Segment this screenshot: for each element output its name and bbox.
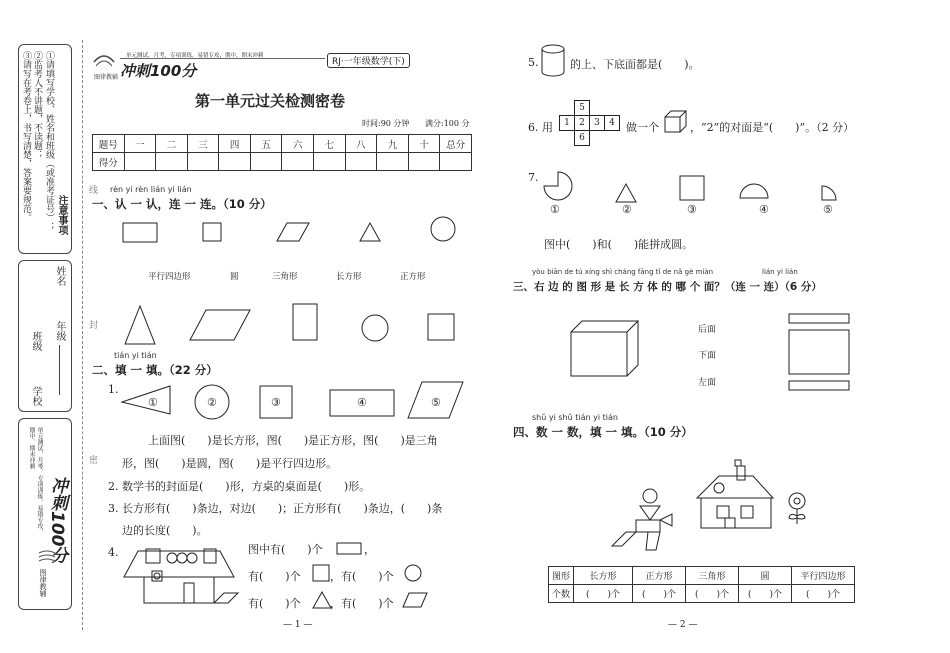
count-answer-cell[interactable]: ( )个 [574,585,633,603]
sidebar-brand: 冲刺100分 [47,477,67,564]
score-cell: 八 [345,135,377,153]
score-table-header-row [93,135,472,153]
score-cell: 总分 [440,135,472,153]
house-figure [695,458,777,530]
q1-shape-num-5: ⑤ [431,396,441,409]
net-cell-4: 4 [604,115,620,131]
page-title: 第一单元过关检测密卷 [195,92,346,110]
q1-line2: 形，图( )是圆，图( )是平行四边形。 [122,457,338,470]
score-input[interactable] [250,153,282,171]
book-logo-icon [37,549,57,569]
count-header: 平行四边形 [792,567,855,585]
section1-shapes-row1 [95,215,475,250]
score-cell: 五 [250,135,282,153]
q2: 2. 数学书的封面是( )形，方桌的桌面是( )形。 [108,480,371,493]
rectangle-shape [123,223,157,242]
count-table [548,566,855,603]
parallelogram-shape [190,310,250,340]
net-cell-3: 3 [589,115,605,131]
q4-rectangle-icon [336,542,362,556]
count-answer-row [549,585,855,603]
q7-text: 图中( )和( )能拼成圆。 [544,238,694,251]
cuboid-figure [570,320,640,378]
grade-line [59,345,60,395]
field-grade: 年级 [54,321,65,341]
section3-title: 三、右 边 的 图 形 是 长 方 体 的 哪 个 面？（连 一 连）（6 分） [513,281,822,293]
score-input[interactable] [345,153,377,171]
q1-shape-num-1: ① [148,396,158,409]
q4-line1-b: ， [364,543,375,556]
q4-line3-a: 有( )个 [248,597,301,610]
cylinder-icon [540,44,566,78]
score-input[interactable] [377,153,409,171]
score-cell: 九 [377,135,409,153]
cube-icon [664,110,688,134]
q4-parallelogram-icon [402,592,428,608]
header-publisher: 图律教辅 [94,74,119,81]
q4-line2-a: 有( )个 [248,570,301,583]
section2-pinyin: tián yi tián [114,351,157,360]
face-back: 后面 [698,325,717,335]
page-number-2: — 2 — [668,620,698,630]
score-cell: 四 [219,135,251,153]
count-header-row [549,567,855,585]
score-input[interactable] [440,153,472,171]
q4-circle-icon [404,564,422,582]
notes-box [18,44,72,254]
face-option-thin-bottom [789,381,849,390]
score-cell: 十 [408,135,440,153]
q7-num-1: ① [550,203,560,216]
label-circle: 圆 [230,272,239,282]
count-answer-cell[interactable]: ( )个 [633,585,686,603]
section1-shapes-row2 [95,300,475,348]
label-triangle: 三角形 [272,272,298,282]
note-1: ①请填写学校、姓名和班级（或准考证号）； [44,51,54,231]
section4-title: 四、数 一 数，填 一 填。（10 分） [513,425,693,439]
score-cell: 三 [187,135,219,153]
building-figure [120,545,240,607]
count-header: 三角形 [686,567,739,585]
q4-line1-a: 图中有( )个 [248,543,323,556]
count-answer-cell[interactable]: ( )个 [739,585,792,603]
net-cell-5: 5 [574,100,590,116]
count-answer-cell[interactable]: ( )个 [792,585,855,603]
score-input[interactable] [156,153,188,171]
q5-number: 5. [528,56,539,69]
score-cell: 七 [314,135,346,153]
q1-shape-num-4: ④ [357,396,367,409]
section1-title: 一、认 一 认，连 一 连。（10 分） [92,197,272,211]
score-row-label: 得分 [93,153,125,171]
section3-pinyin-2: lián yi lián [762,268,798,276]
q1-number: 1. [108,383,119,396]
score-cell: 一 [124,135,156,153]
flower-figure [785,492,809,526]
grade-badge: RJ·一年级数学(下) [327,53,410,68]
page-number-1: — 1 — [283,620,313,630]
face-option-large [789,330,849,374]
q7-num-5: ⑤ [823,203,833,216]
sidebar-publisher: 图律教辅 [39,569,47,597]
q4-square-icon [312,564,330,582]
score-table [92,134,472,171]
count-header: 长方形 [574,567,633,585]
student-info-box [18,260,72,412]
face-option-thin-top [789,314,849,323]
q7-num-4: ④ [759,203,769,216]
triangle-shape [125,306,155,344]
score-input[interactable] [314,153,346,171]
section1-pinyin: rèn yi rèn lián yi lián [110,185,192,194]
seal-mark-3: 密 [87,455,97,464]
note-2: ②监考人不讲题，不读题； [32,51,42,159]
count-row-label: 个数 [549,585,574,603]
section4-pinyin: shǔ yi shǔ tián yi tián [532,413,618,422]
net-cell-1: 1 [559,115,575,131]
rectangle-shape [293,304,317,340]
face-bottom: 下面 [698,351,717,361]
score-table-score-row [93,153,472,171]
q3-line1: 3. 长方形有( )条边，对边( )；正方形有( )条边，( )条 [108,502,443,515]
parallelogram-shape [277,223,309,241]
q4-number: 4. [108,546,119,559]
q1-shape-num-2: ② [207,396,217,409]
publisher-logo-icon [92,48,116,70]
field-name: 姓名 [54,266,65,286]
seal-mark-1: 线 [87,185,97,194]
square-shape [203,223,221,241]
q1-line1: 上面图( )是长方形，图( )是正方形，图( )是三角 [148,434,438,447]
q6-text: 做一个 [626,121,659,134]
time-info: 时间:90 分钟 [362,119,410,128]
cube-net [556,100,626,148]
label-square: 正方形 [400,272,426,282]
seal-mark-2: 封 [87,320,97,329]
field-school: 学校 [30,386,41,406]
q1-shape-num-3: ③ [271,396,281,409]
q4-line3-b: ，有( )个 [330,597,394,610]
q4-line2-b: ，有( )个 [330,570,394,583]
circle-shape [431,217,455,241]
q6-number: 6. 用 [528,121,553,134]
notes-title: 注意事项 [56,195,67,235]
square-shape [428,314,454,340]
triangle-shape [122,386,170,414]
score-input[interactable] [282,153,314,171]
q6-text-2: ，“2”的对面是“( )”。（2 分） [690,121,855,134]
score-input[interactable] [187,153,219,171]
label-parallelogram: 平行四边形 [148,272,191,282]
net-cell-2: 2 [574,115,590,131]
face-left: 左面 [698,378,717,388]
q7-shapes [540,170,840,204]
count-answer-cell[interactable]: ( )个 [686,585,739,603]
q7-number: 7. [528,171,539,184]
q4-triangle-icon [312,591,332,609]
q7-num-3: ③ [687,203,697,216]
header-rule [120,58,325,59]
q3-line2: 边的长度( )。 [122,524,208,537]
score-input[interactable] [408,153,440,171]
q1-shapes [118,380,478,420]
score-cell: 六 [282,135,314,153]
seal-line [82,40,83,630]
count-header: 圆 [739,567,792,585]
label-rectangle: 长方形 [336,272,362,282]
score-cell: 题号 [93,135,125,153]
brand-box [18,418,72,610]
count-header: 正方形 [633,567,686,585]
score-cell: 二 [156,135,188,153]
score-input[interactable] [219,153,251,171]
triangle-shape [360,223,380,241]
section2-title: 二、填 一 填。（22 分） [92,363,218,377]
section3-pinyin: yòu biān de tú xíng shì cháng fāng tǐ de nǎ gè miàn [532,268,714,276]
score-input[interactable] [124,153,156,171]
sidebar-brand-desc: 单元测试、月考、专项训练、易错专攻、期中、期末冲刺 [28,427,43,535]
header-tagline: 单元测试，月考，专项训练，易错专攻，期中，期末冲刺 [126,53,264,59]
face-options [788,313,858,393]
field-class: 班级 [30,331,41,351]
count-header: 图形 [549,567,574,585]
q7-num-2: ② [622,203,632,216]
net-cell-6: 6 [574,130,590,146]
tangram-figure [610,488,675,553]
score-info: 满分:100 分 [425,119,470,128]
q5-text: 的上、下底面都是( )。 [570,58,700,71]
note-3: ③请写在考卷上，书写清楚，答案要规范。 [21,51,31,222]
header-brand: 冲刺100分 [120,62,197,80]
circle-shape [362,315,388,341]
